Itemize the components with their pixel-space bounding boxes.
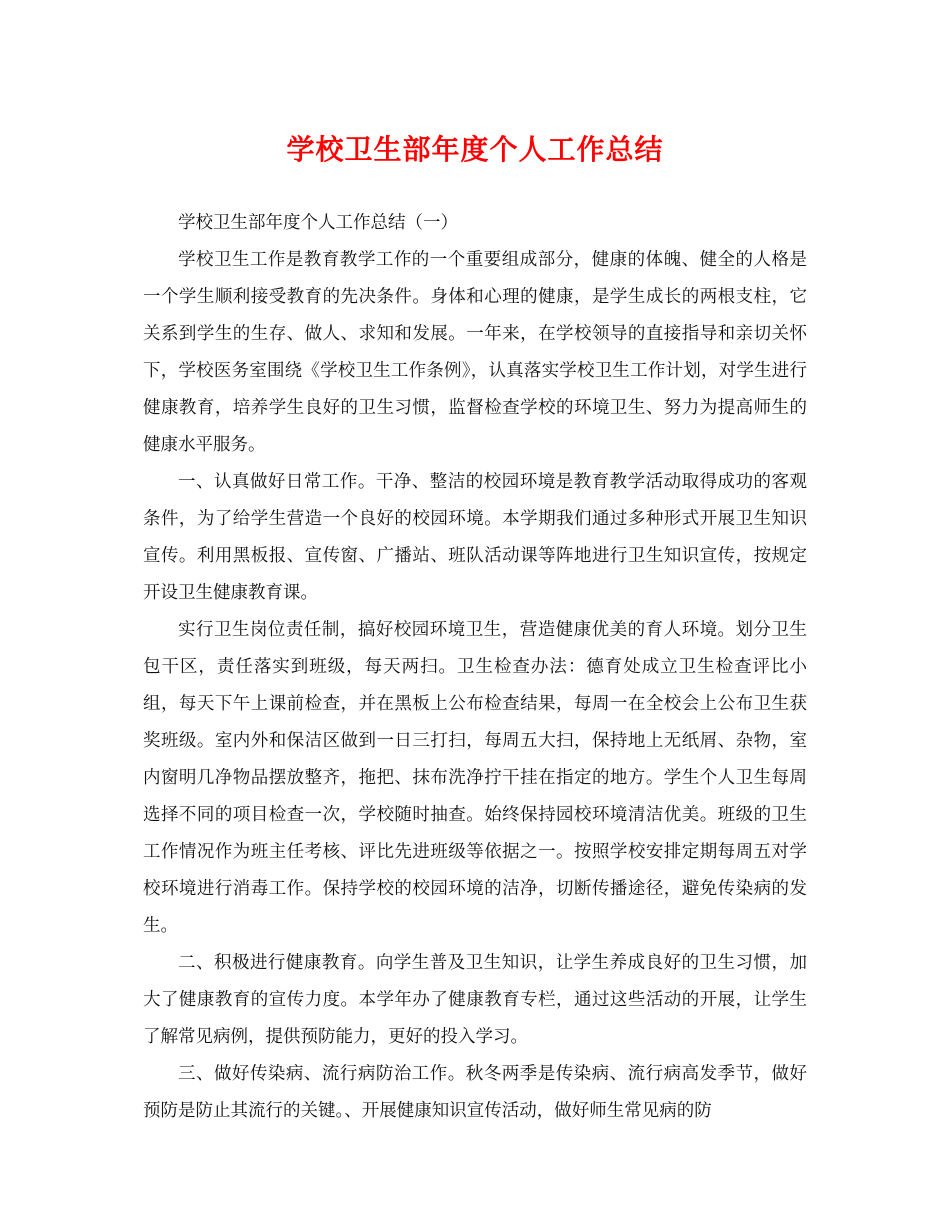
subtitle-paragraph: 学校卫生部年度个人工作总结（一）	[178, 213, 458, 233]
section-one-paragraph: 一、认真做好日常工作。干净、整洁的校园环境是教育教学活动取得成功的客观条件，为了给学生营造一个良好的校园环境。本学期我们通过多种形式开展卫生知识宣传。利用黑板报、宣传窗、广播站、班队活动课等阵地进行卫生知识宣传，按规定开设卫生健康教育课。	[143, 472, 807, 603]
document-title: 学校卫生部年度个人工作总结	[286, 133, 664, 166]
section-three-paragraph: 三、做好传染病、流行病防治工作。秋冬两季是传染病、流行病高发季节，做好预防是防止其流行的关键。、开展健康知识宣传活动，做好师生常见病的防	[143, 1064, 807, 1121]
responsibility-paragraph: 实行卫生岗位责任制，搞好校园环境卫生，营造健康优美的育人环境。划分卫生包干区，责任落实到班级，每天两扫。卫生检查办法：德育处成立卫生检查评比小组，每天下午上课前检查，并在黑板上公布检查结果，每周一在全校会上公布卫生获奖班级。室内外和保洁区做到一日三打扫，每周五大扫，保持地上无纸屑、杂物，室内窗明几净物品摆放整齐，拖把、抹布洗净拧干挂在指定的地方。学生个人卫生每周选择不同的项目检查一次，学校随时抽查。始终保持园校环境清洁优美。班级的卫生工作情况作为班主任考核、评比先进班级等依据之一。按照学校安排定期每周五对学校环境进行消毒工作。保持学校的校园环境的洁净，切断传播途径，避免传染病的发生。	[143, 620, 807, 936]
section-two-paragraph: 二、积极进行健康教育。向学生普及卫生知识，让学生养成良好的卫生习惯，加大了健康教育的宣传力度。本学年办了健康教育专栏，通过这些活动的开展，让学生了解常见病例，提供预防能力，更好的投入学习。	[143, 953, 807, 1047]
document-body	[143, 205, 807, 1130]
intro-paragraph: 学校卫生工作是教育教学工作的一个重要组成部分，健康的体魄、健全的人格是一个学生顺利接受教育的先决条件。身体和心理的健康，是学生成长的两根支柱，它关系到学生的生存、做人、求知和发展。一年来，在学校领导的直接指导和亲切关怀下，学校医务室围绕《学校卫生工作条例》，认真落实学校卫生工作计划，对学生进行健康教育，培养学生良好的卫生习惯，监督检查学校的环境卫生、努力为提高师生的健康水平服务。	[143, 250, 807, 455]
